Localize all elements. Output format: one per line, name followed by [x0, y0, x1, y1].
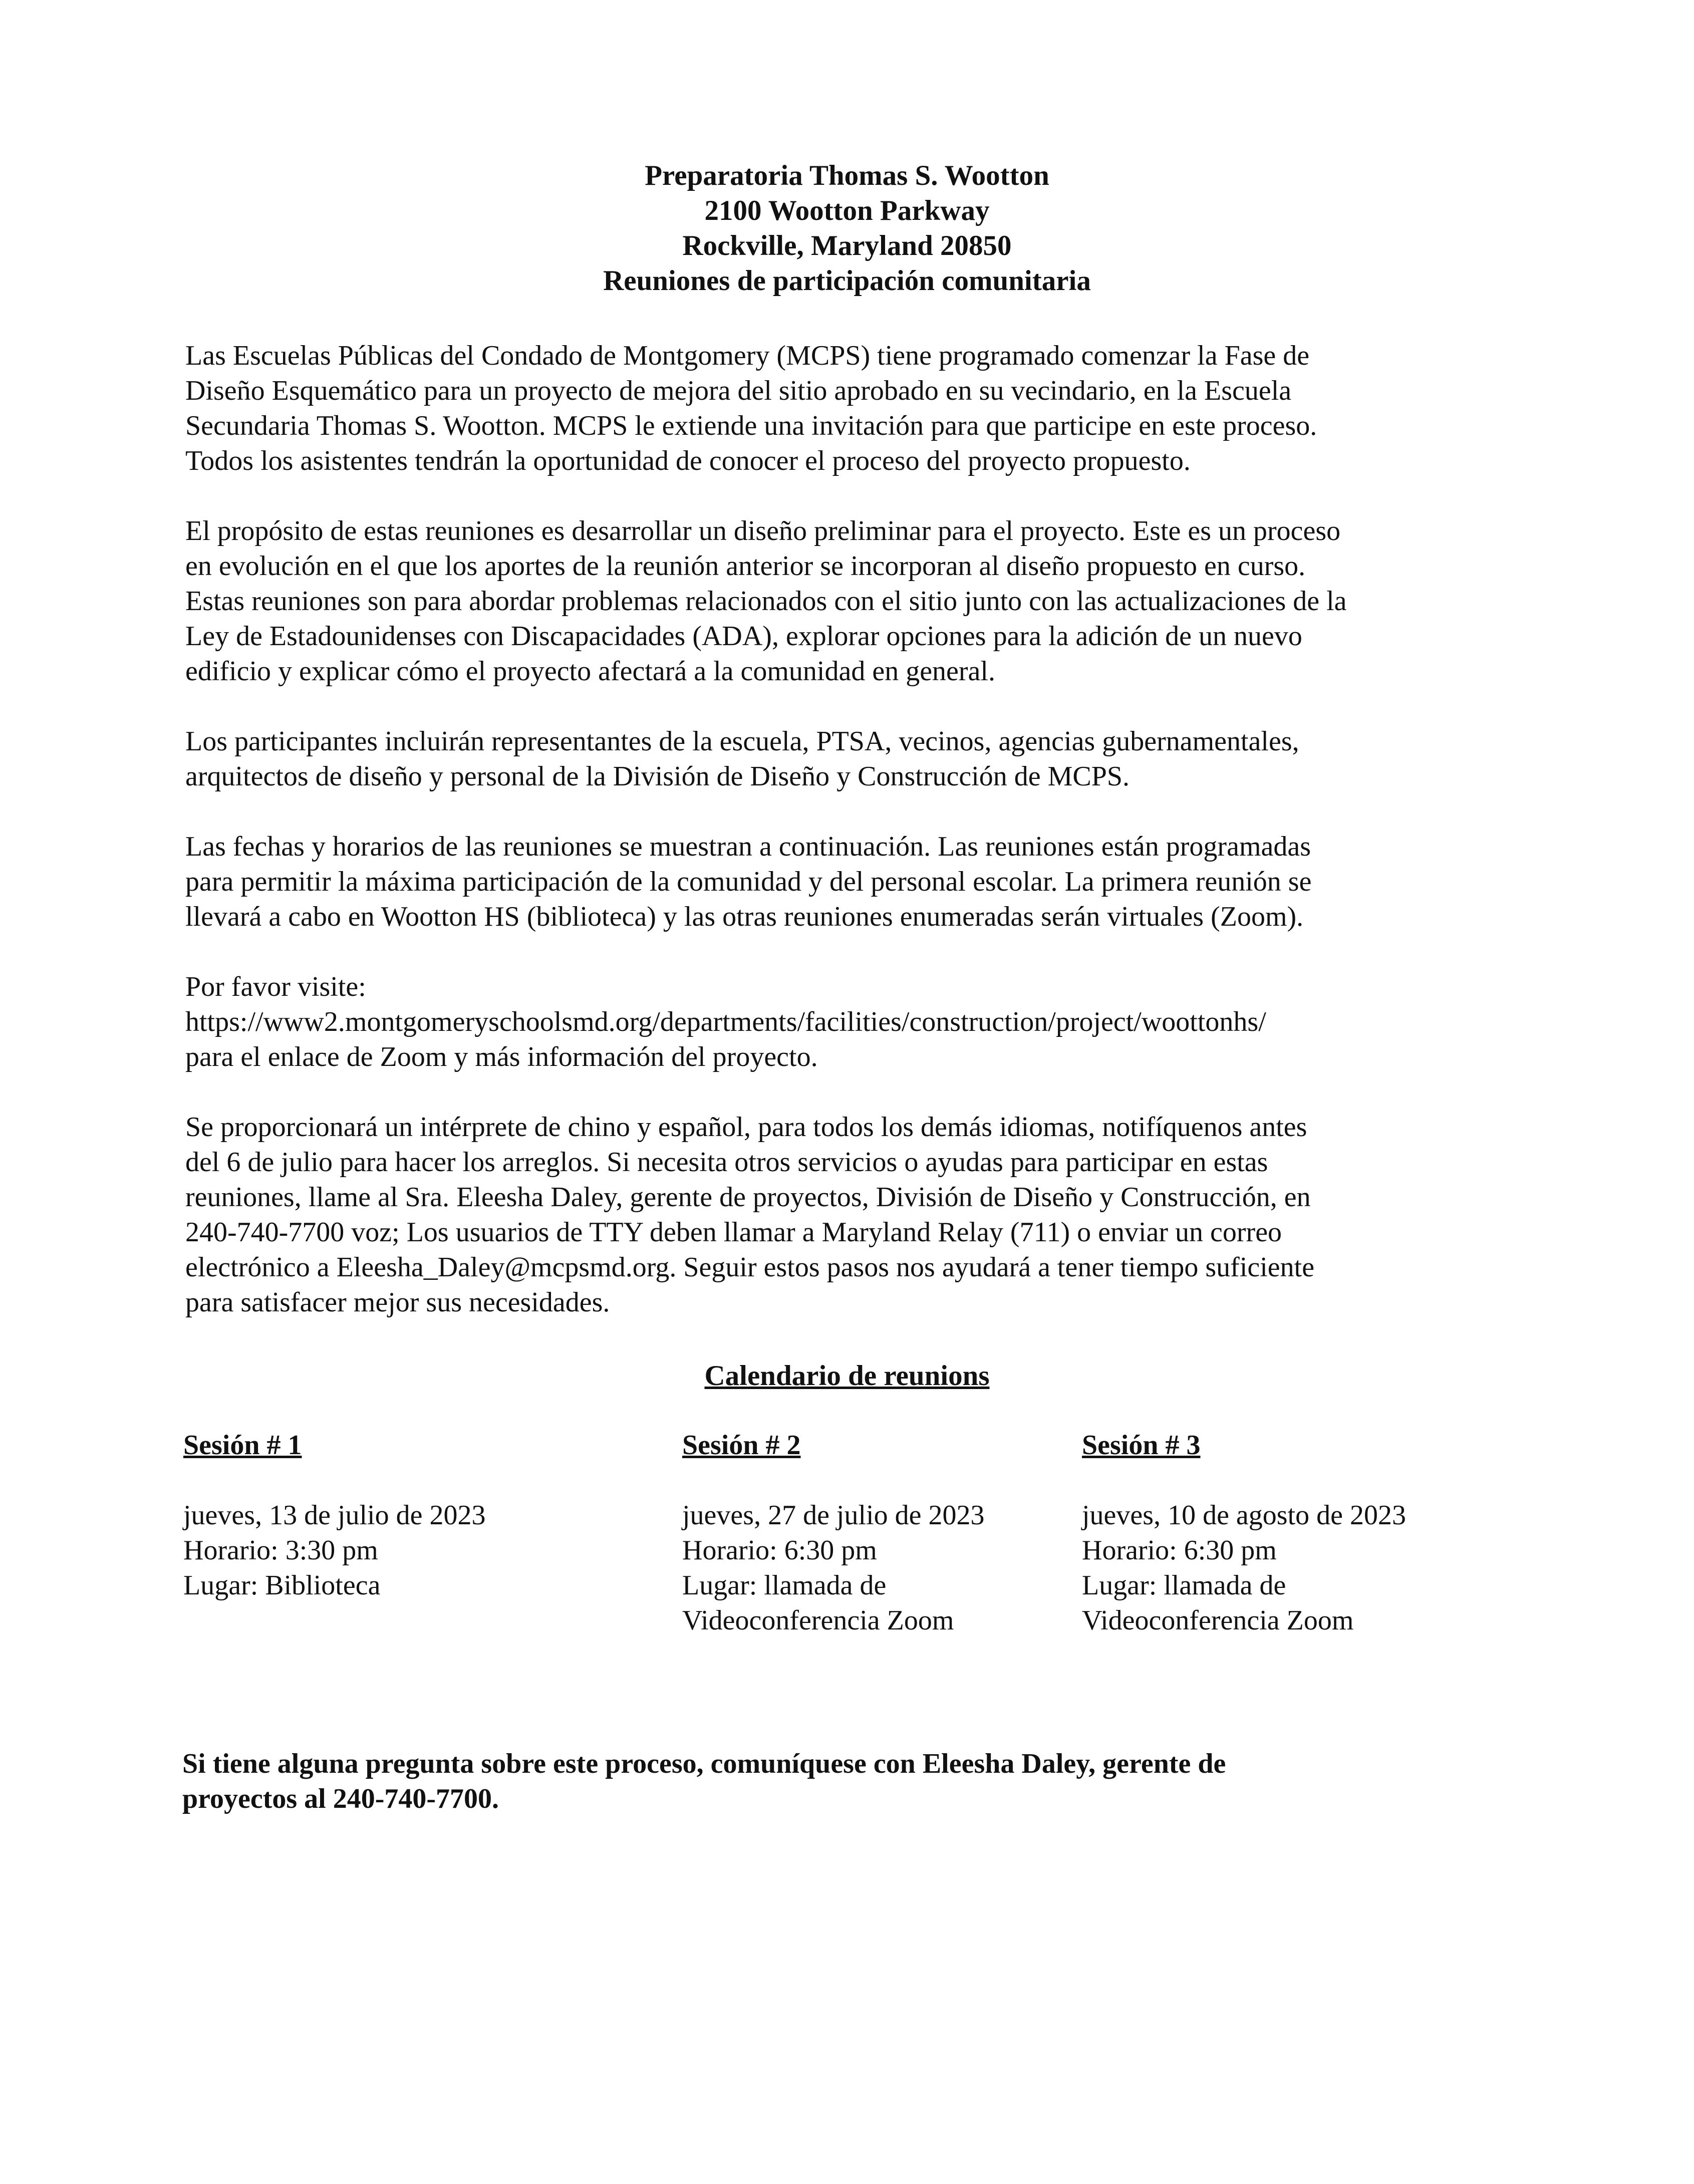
- paragraph-line: Se proporcionará un intérprete de chino y español, para todos los demás idiomas, notifíquenos antes: [185, 1112, 1307, 1143]
- paragraph-line: arquitectos de diseño y personal de la División de Diseño y Construcción de MCPS.: [185, 761, 1130, 792]
- paragraph-line: Todos los asistentes tendrán la oportunidad de conocer el proceso del proyecto propuesto.: [185, 445, 1191, 476]
- paragraph-line: Diseño Esquemático para un proyecto de mejora del sitio aprobado en su vecindario, en la Escuela: [185, 375, 1292, 406]
- session-place: Lugar: llamada de: [1082, 1570, 1286, 1601]
- paragraph-line: Los participantes incluirán representantes de la escuela, PTSA, vecinos, agencias gubernamentales,: [185, 726, 1299, 757]
- paragraph-line: edificio y explicar cómo el proyecto afectará a la comunidad en general.: [185, 656, 995, 687]
- session-title: Sesión # 2: [682, 1430, 801, 1461]
- paragraph-line: para satisfacer mejor sus necesidades.: [185, 1287, 610, 1318]
- session-time: Horario: 6:30 pm: [1082, 1535, 1277, 1566]
- session-1: [183, 1428, 485, 1603]
- school-street: 2100 Wootton Parkway: [704, 195, 990, 226]
- session-2: [682, 1428, 984, 1638]
- paragraph-line: 240-740-7700 voz; Los usuarios de TTY deben llamar a Maryland Relay (711) o enviar un correo: [185, 1217, 1282, 1248]
- session-place: Lugar: Biblioteca: [183, 1570, 381, 1601]
- session-date: jueves, 27 de julio de 2023: [682, 1500, 985, 1531]
- session-3: [1082, 1428, 1406, 1638]
- session-place: Videoconferencia Zoom: [682, 1605, 954, 1636]
- paragraph-interpreter: [185, 1110, 1468, 1320]
- session-time: Horario: 6:30 pm: [682, 1535, 877, 1566]
- paragraph-line: Secundaria Thomas S. Wootton. MCPS le extiende una invitación para que participe en este proceso.: [185, 410, 1317, 441]
- session-title: Sesión # 3: [1082, 1430, 1201, 1461]
- project-url-link[interactable]: https://www2.montgomeryschoolsmd.org/departments/facilities/construction/project/woottonhs/: [185, 1006, 1266, 1037]
- paragraph-line: reuniones, llame al Sra. Eleesha Daley, gerente de proyectos, División de Diseño y Construcción, en: [185, 1182, 1311, 1213]
- document-body: [185, 338, 1468, 1355]
- paragraph-purpose: [185, 513, 1468, 689]
- calendar-title: Calendario de reunions: [704, 1360, 990, 1392]
- session-date: jueves, 13 de julio de 2023: [183, 1500, 486, 1531]
- paragraph-line: en evolución en el que los aportes de la reunión anterior se incorporan al diseño propuesto en curso.: [185, 551, 1306, 582]
- session-place: Lugar: llamada de: [682, 1570, 887, 1601]
- contact-line: proyectos al 240-740-7700.: [182, 1783, 499, 1814]
- session-place: Videoconferencia Zoom: [1082, 1605, 1354, 1636]
- session-date: jueves, 10 de agosto de 2023: [1082, 1500, 1406, 1531]
- paragraph-line: para el enlace de Zoom y más información del proyecto.: [185, 1041, 818, 1072]
- paragraph-line: El propósito de estas reuniones es desarrollar un diseño preliminar para el proyecto. Este es un proceso: [185, 515, 1341, 547]
- session-time: Horario: 3:30 pm: [183, 1535, 378, 1566]
- school-name: Preparatoria Thomas S. Wootton: [645, 160, 1049, 191]
- paragraph-visit: [185, 969, 1468, 1074]
- document-header: [0, 158, 1694, 299]
- paragraph-line: del 6 de julio para hacer los arreglos. Si necesita otros servicios o ayudas para participar en estas: [185, 1147, 1268, 1178]
- paragraph-line: Por favor visite:: [185, 971, 366, 1002]
- contact-line: Si tiene alguna pregunta sobre este proceso, comuníquese con Eleesha Daley, gerente de: [182, 1748, 1226, 1779]
- paragraph-line: Las Escuelas Públicas del Condado de Montgomery (MCPS) tiene programado comenzar la Fase de: [185, 340, 1310, 371]
- paragraph-line: Ley de Estadounidenses con Discapacidades (ADA), explorar opciones para la adición de un nuevo: [185, 621, 1302, 652]
- paragraph-line: Las fechas y horarios de las reuniones se muestran a continuación. Las reuniones están programadas: [185, 831, 1311, 862]
- paragraph-schedule: [185, 829, 1468, 934]
- document-subtitle: Reuniones de participación comunitaria: [603, 265, 1091, 297]
- school-city: Rockville, Maryland 20850: [682, 230, 1012, 261]
- paragraph-line: llevará a cabo en Wootton HS (biblioteca) y las otras reuniones enumeradas serán virtuales (Zoom).: [185, 901, 1304, 932]
- paragraph-line: electrónico a Eleesha_Daley@mcpsmd.org. Seguir estos pasos nos ayudará a tener tiempo suficiente: [185, 1252, 1315, 1283]
- session-title: Sesión # 1: [183, 1430, 302, 1461]
- contact-note: [182, 1746, 1226, 1816]
- paragraph-participants: [185, 724, 1468, 794]
- paragraph-line: para permitir la máxima participación de la comunidad y del personal escolar. La primera reunión se: [185, 866, 1312, 897]
- paragraph-intro: [185, 338, 1468, 478]
- paragraph-line: Estas reuniones son para abordar problemas relacionados con el sitio junto con las actualizaciones de la: [185, 586, 1347, 617]
